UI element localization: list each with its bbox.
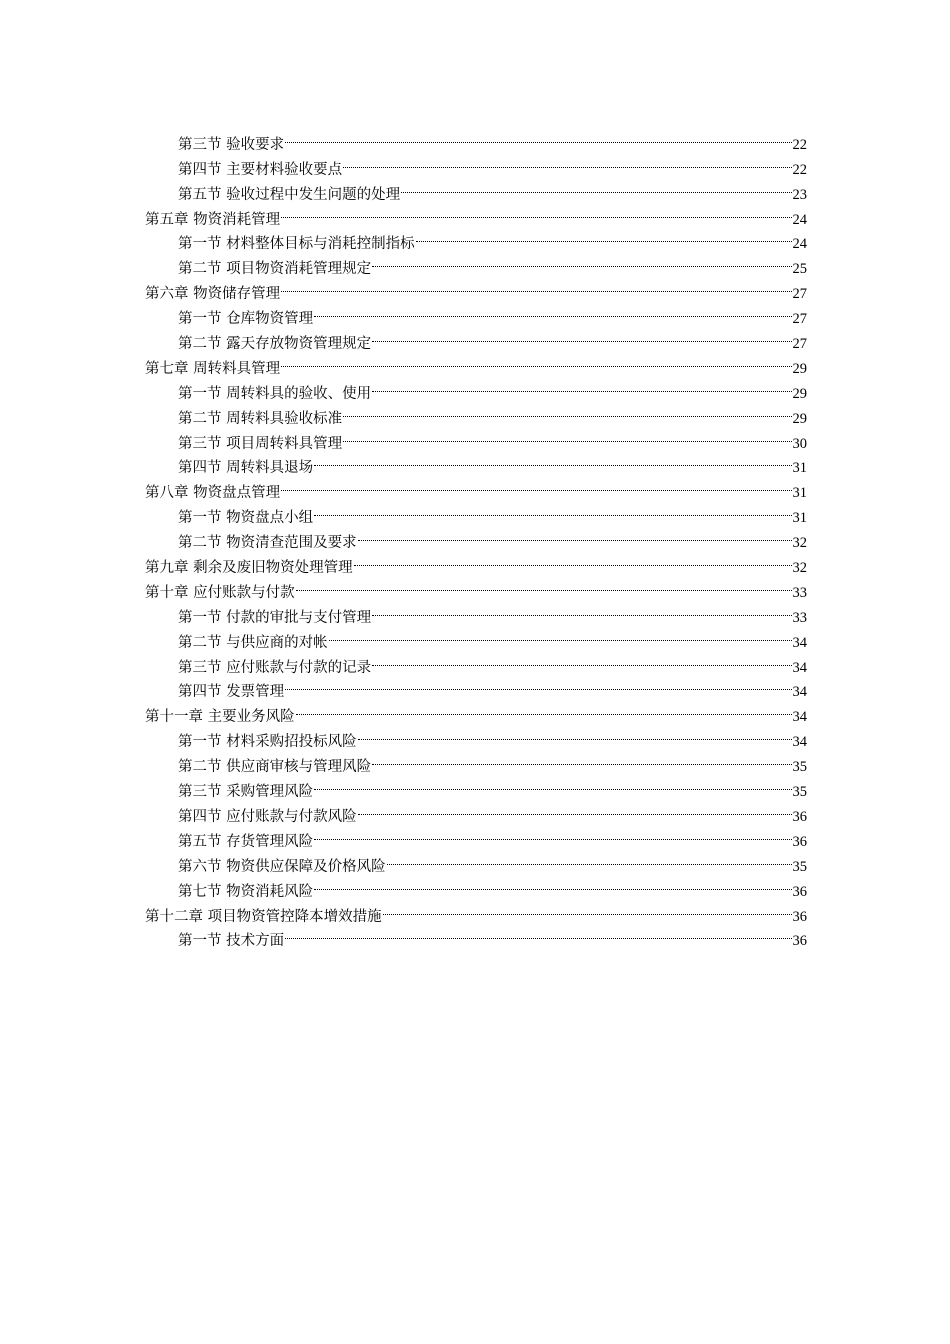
toc-page-number: 22: [792, 161, 807, 178]
toc-dot-leader: [281, 472, 791, 497]
toc-dot-leader: [416, 224, 792, 249]
toc-dot-leader: [285, 921, 791, 946]
toc-dot-leader: [372, 647, 791, 672]
toc-page-number: 32: [792, 535, 807, 552]
toc-entry-label: 第五节 存货管理风险: [178, 833, 314, 850]
toc-entry-label: 第三节 项目周转料具管理: [178, 435, 343, 452]
toc-page-number: 24: [792, 236, 807, 253]
toc-entry-label: 第十二章 项目物资管控降本增效措施: [145, 908, 382, 925]
toc-page-number: 32: [792, 560, 807, 577]
toc-entry-label: 第十章 应付账款与付款: [145, 584, 295, 601]
toc-entry-label: 第七节 物资消耗风险: [178, 883, 314, 900]
toc-page-number: 29: [792, 410, 807, 427]
toc-dot-leader: [296, 696, 792, 721]
toc-page-number: 36: [792, 833, 807, 850]
toc-page-number: 27: [792, 336, 807, 353]
toc-dot-leader: [281, 199, 791, 224]
toc-page-number: 25: [792, 261, 807, 278]
toc-page-number: 36: [792, 908, 807, 925]
toc-page-number: 23: [792, 186, 807, 203]
toc-entry-label: 第二节 与供应商的对帐: [178, 634, 328, 651]
toc-page-number: 34: [792, 634, 807, 651]
toc-page-number: 22: [792, 136, 807, 153]
toc-page-number: 31: [792, 485, 807, 502]
toc-dot-leader: [343, 149, 791, 174]
toc-page-number: 27: [792, 311, 807, 328]
toc-dot-leader: [372, 323, 791, 348]
toc-entry-label: 第四节 应付账款与付款风险: [178, 808, 357, 825]
toc-entry-label: 第一节 周转料具的验收、使用: [178, 385, 372, 402]
toc-page-number: 34: [792, 659, 807, 676]
toc-page-number: 24: [792, 211, 807, 228]
toc-dot-leader: [285, 672, 791, 697]
toc-dot-leader: [372, 597, 791, 622]
toc-dot-leader: [354, 547, 792, 572]
toc-page-number: 33: [792, 609, 807, 626]
toc-dot-leader: [314, 448, 791, 473]
toc-page-number: 34: [792, 734, 807, 751]
toc-entry-label: 第六节 物资供应保障及价格风险: [178, 858, 386, 875]
toc-entry-label: 第二节 物资清查范围及要求: [178, 535, 357, 552]
toc-dot-leader: [358, 522, 792, 547]
toc-entry-label: 第三节 采购管理风险: [178, 784, 314, 801]
toc-page-number: 36: [792, 933, 807, 950]
toc-page-number: 29: [792, 360, 807, 377]
toc-entry-label: 第一节 技术方面: [178, 933, 285, 950]
toc-dot-leader: [329, 622, 792, 647]
toc-page-number: 35: [792, 858, 807, 875]
toc-dot-leader: [296, 572, 792, 597]
table-of-contents: [145, 124, 807, 950]
toc-page-number: 30: [792, 435, 807, 452]
toc-entry-label: 第一节 仓库物资管理: [178, 311, 314, 328]
toc-dot-leader: [343, 423, 791, 448]
toc-dot-leader: [358, 796, 792, 821]
toc-page-number: 35: [792, 784, 807, 801]
toc-entry-label: 第一节 材料采购招投标风险: [178, 734, 357, 751]
toc-dot-leader: [314, 771, 791, 796]
toc-page-number: 31: [792, 460, 807, 477]
toc-entry-label: 第八章 物资盘点管理: [145, 485, 281, 502]
toc-page-number: 33: [792, 584, 807, 601]
toc-dot-leader: [383, 896, 792, 921]
toc-page-number: 27: [792, 286, 807, 303]
toc-section-entry[interactable]: [145, 124, 807, 153]
toc-page-number: 31: [792, 510, 807, 527]
toc-entry-label: 第二节 项目物资消耗管理规定: [178, 261, 372, 278]
toc-dot-leader: [314, 497, 791, 522]
toc-entry-label: 第三节 应付账款与付款的记录: [178, 659, 372, 676]
toc-dot-leader: [281, 348, 791, 373]
toc-page-number: 35: [792, 759, 807, 776]
toc-dot-leader: [281, 273, 791, 298]
toc-dot-leader: [314, 821, 791, 846]
toc-page-number: 29: [792, 385, 807, 402]
toc-entry-label: 第九章 剩余及废旧物资处理管理: [145, 560, 353, 577]
toc-entry-label: 第四节 主要材料验收要点: [178, 161, 343, 178]
toc-entry-label: 第一节 材料整体目标与消耗控制指标: [178, 236, 415, 253]
toc-page-number: 36: [792, 808, 807, 825]
toc-dot-leader: [314, 298, 791, 323]
toc-dot-leader: [372, 248, 791, 273]
toc-entry-label: 第七章 周转料具管理: [145, 360, 281, 377]
toc-entry-label: 第四节 发票管理: [178, 684, 285, 701]
toc-dot-leader: [314, 871, 791, 896]
toc-entry-label: 第一节 物资盘点小组: [178, 510, 314, 527]
toc-dot-leader: [343, 398, 791, 423]
toc-dot-leader: [372, 373, 791, 398]
toc-page-number: 36: [792, 883, 807, 900]
toc-dot-leader: [358, 721, 792, 746]
toc-entry-label: 第五章 物资消耗管理: [145, 211, 281, 228]
toc-entry-label: 第五节 验收过程中发生问题的处理: [178, 186, 401, 203]
toc-entry-label: 第二节 周转料具验收标准: [178, 410, 343, 427]
toc-dot-leader: [285, 124, 791, 149]
toc-entry-label: 第四节 周转料具退场: [178, 460, 314, 477]
toc-page-number: 34: [792, 684, 807, 701]
toc-entry-label: 第三节 验收要求: [178, 136, 285, 153]
toc-entry-label: 第十一章 主要业务风险: [145, 709, 295, 726]
toc-page-number: 34: [792, 709, 807, 726]
toc-dot-leader: [387, 846, 792, 871]
toc-entry-label: 第一节 付款的审批与支付管理: [178, 609, 372, 626]
toc-entry-label: 第六章 物资储存管理: [145, 286, 281, 303]
toc-dot-leader: [372, 746, 791, 771]
toc-entry-label: 第二节 供应商审核与管理风险: [178, 759, 372, 776]
toc-dot-leader: [401, 174, 791, 199]
toc-entry-label: 第二节 露天存放物资管理规定: [178, 336, 372, 353]
